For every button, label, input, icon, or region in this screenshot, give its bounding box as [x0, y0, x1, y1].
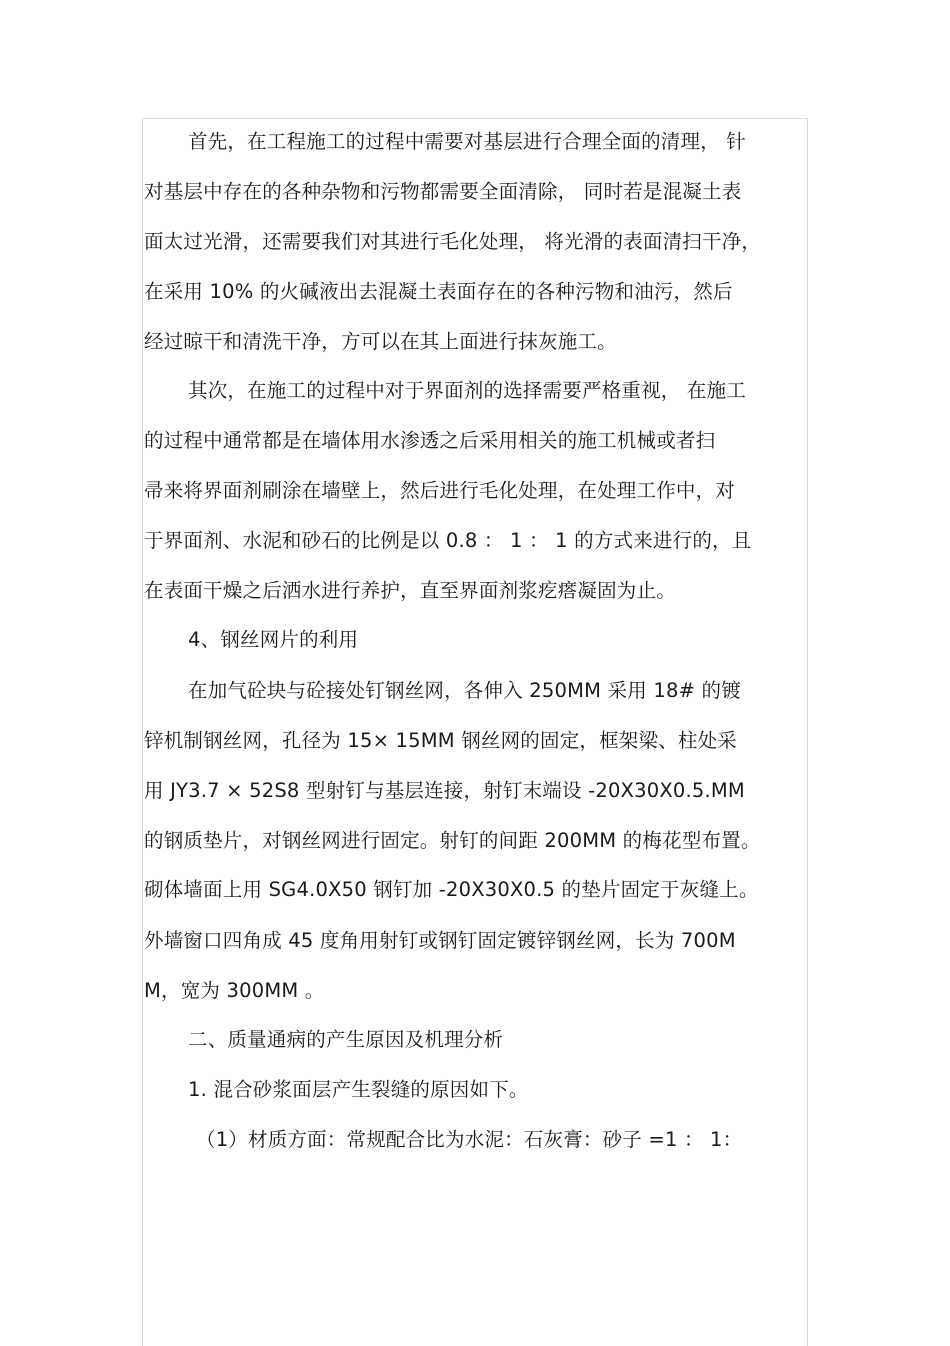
text-line: 于界面剂、水泥和砂石的比例是以 0.8 ： 1 ： 1 的方式来进行的，且	[144, 529, 752, 552]
section-heading: 二、质量通病的产生原因及机理分析	[188, 1028, 504, 1051]
text-line: 的过程中通常都是在墙体用水渗透之后采用相关的施工机械或者扫	[144, 429, 716, 452]
text-line: 用 JY3.7 × 52S8 型射钉与基层连接，射钉末端设 -20X30X0.5.MM	[144, 779, 745, 802]
section-heading: 4、钢丝网片的利用	[188, 628, 359, 651]
text-line: 砌体墙面上用 SG4.0X50 钢钉加 -20X30X0.5 的垫片固定于灰缝上。	[144, 878, 759, 901]
text-line: 锌机制钢丝网，孔径为 15× 15MM 钢丝网的固定，框架梁、柱处采	[144, 729, 738, 752]
text-line: 帚来将界面剂刷涂在墙壁上，然后进行毛化处理，在处理工作中，对	[144, 479, 736, 502]
text-line: 首先，在工程施工的过程中需要对基层进行合理全面的清理， 针	[188, 130, 746, 153]
text-line: 其次，在施工的过程中对于界面剂的选择需要严格重视， 在施工	[188, 379, 746, 402]
subsection-heading: 1. 混合砂浆面层产生裂缝的原因如下。	[188, 1078, 529, 1101]
text-line: 外墙窗口四角成 45 度角用射钉或钢钉固定镀锌钢丝网，长为 700M	[144, 929, 736, 952]
text-line: 的钢质垫片，对钢丝网进行固定。射钉的间距 200MM 的梅花型布置。	[144, 829, 761, 852]
text-line: 在加气砼块与砼接处钉钢丝网，各伸入 250MM 采用 18# 的镀	[188, 679, 741, 702]
text-line: M，宽为 300MM 。	[144, 979, 325, 1002]
text-line: 在采用 10% 的火碱液出去混凝土表面存在的各种污物和油污，然后	[144, 280, 733, 303]
text-line: 在表面干燥之后洒水进行养护，直至界面剂浆疙瘩凝固为止。	[144, 579, 676, 602]
text-line: （1）材质方面：常规配合比为水泥：石灰膏：砂子 =1 ： 1：	[196, 1128, 743, 1151]
text-line: 面太过光滑，还需要我们对其进行毛化处理， 将光滑的表面清扫干净，	[144, 230, 762, 253]
text-line: 对基层中存在的各种杂物和污物都需要全面清除， 同时若是混凝土表	[144, 180, 742, 203]
text-line: 经过晾干和清洗干净，方可以在其上面进行抹灰施工。	[144, 330, 617, 353]
